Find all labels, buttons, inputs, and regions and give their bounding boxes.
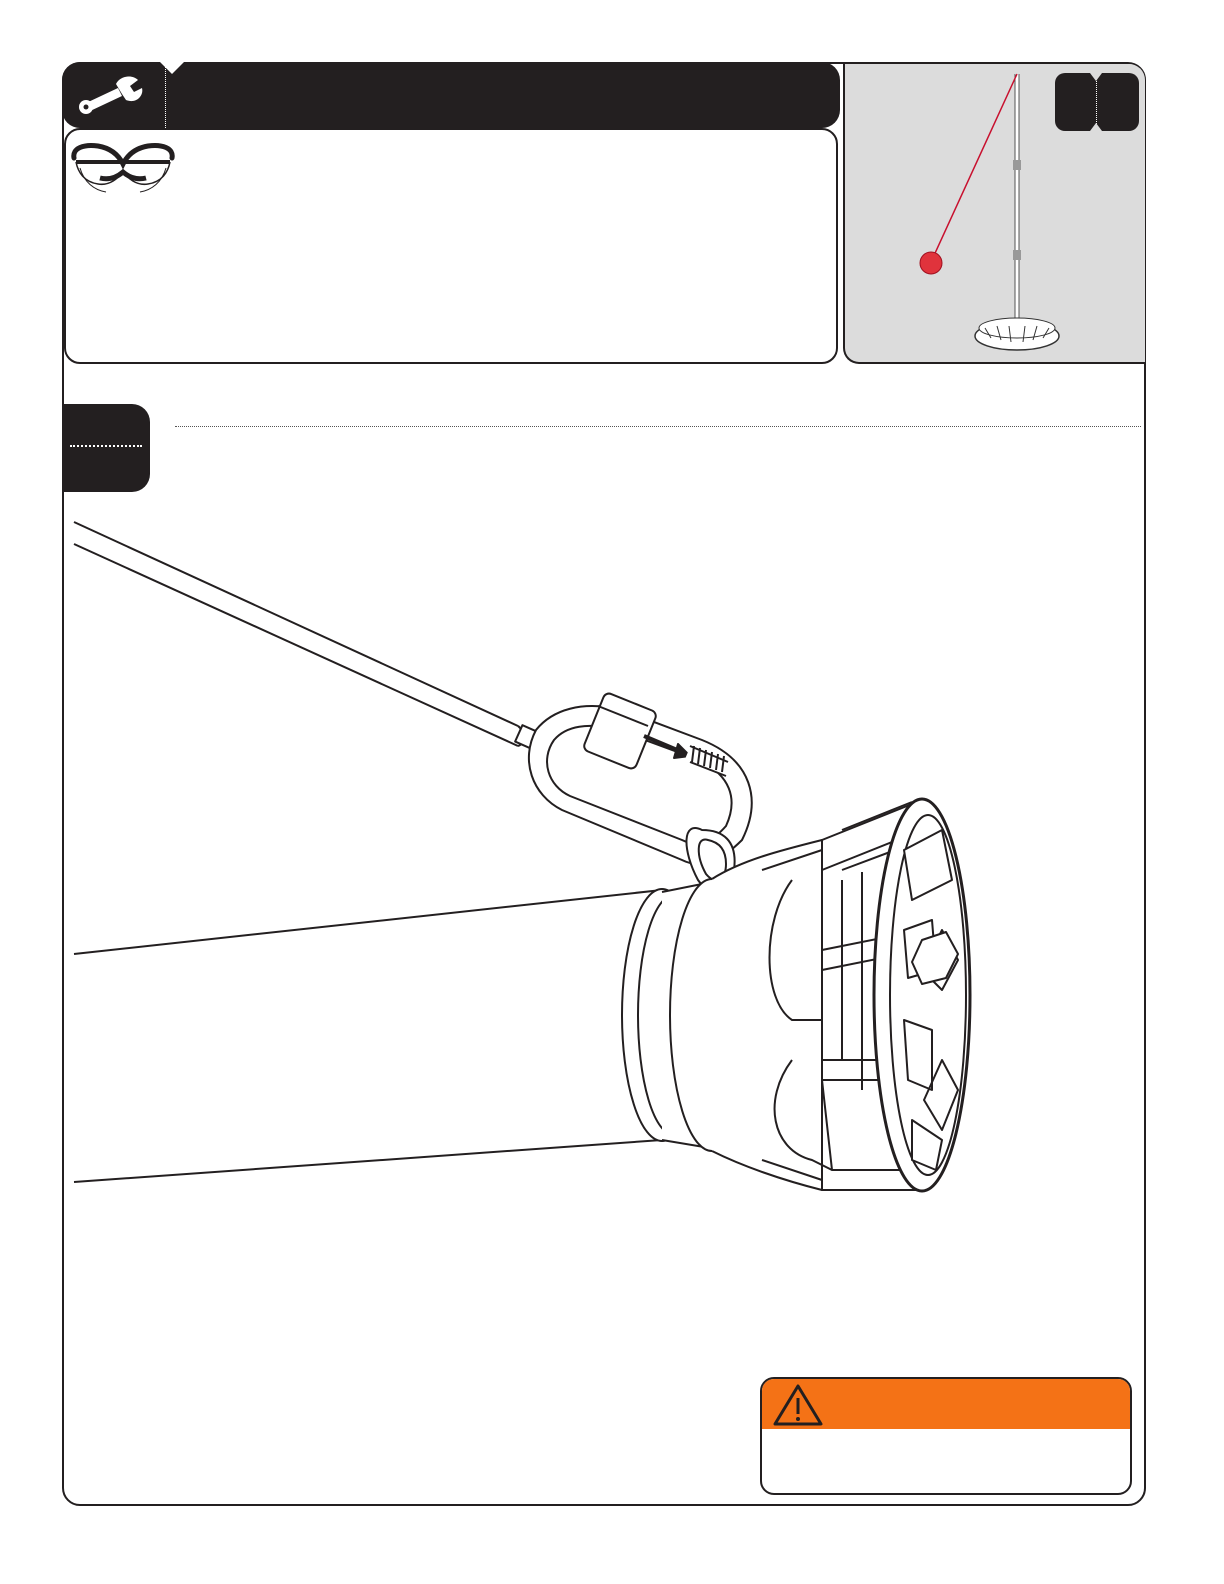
tools-header-divider xyxy=(165,66,166,128)
step-number-tab xyxy=(62,404,150,492)
pole-section xyxy=(74,890,662,1182)
safety-instructions-box xyxy=(64,128,838,364)
overview-ball xyxy=(920,252,942,274)
page-badge xyxy=(1055,73,1139,131)
page-badge-divider xyxy=(1096,78,1097,126)
warning-box xyxy=(760,1377,1132,1495)
wrench-icon xyxy=(76,74,148,114)
warning-triangle-icon xyxy=(772,1383,824,1427)
quick-link xyxy=(529,692,752,892)
step-tab-divider xyxy=(70,445,142,447)
assembly-illustration xyxy=(62,500,1146,1220)
tether-cord xyxy=(74,522,539,749)
tools-header-bar xyxy=(62,62,840,128)
safety-goggles-icon xyxy=(70,138,176,204)
step-dotted-rule xyxy=(175,426,1141,427)
